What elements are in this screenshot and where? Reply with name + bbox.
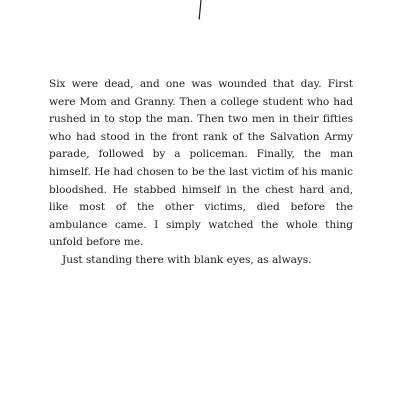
paragraph-1: Six were dead, and one was wounded that day. First were Mom and Granny. Then a college student who had rushed in to stop the man. Then two men in their fifties who had stood in the front rank of the Salvation Army parade, followed by a policeman. Finally, the man himself. He had chosen to be the last victim of his manic bloodshed. He stabbed himself in the chest hard and, like most of the other victims, died before the ambulance came. I simply watched the whole thing unfold before me.	[49, 78, 353, 249]
pen-stroke-mark	[192, 0, 208, 24]
paragraph-2: Just standing there with blank eyes, as always.	[62, 253, 312, 266]
body-text	[49, 76, 353, 270]
